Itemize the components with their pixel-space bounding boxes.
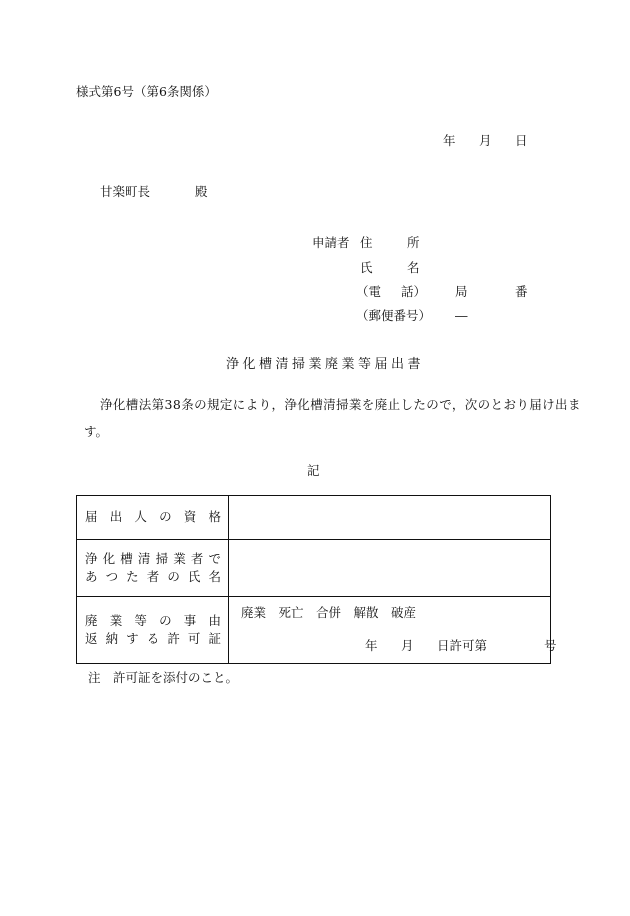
address-label-2: 所	[407, 235, 420, 250]
date-month: 月	[479, 133, 492, 148]
permit-year: 年	[365, 638, 378, 653]
label-char: 等	[134, 613, 147, 628]
label-char: 届	[85, 509, 98, 525]
name-label-2: 名	[407, 260, 420, 275]
permit-day-number-label: 日許可第	[437, 638, 488, 653]
row-label-former-operator	[77, 540, 229, 597]
label-char: 浄	[85, 551, 98, 566]
label-char: 返	[85, 630, 98, 646]
label-char: 出	[109, 509, 123, 525]
label-char: 証	[208, 630, 221, 646]
label-char: 者	[190, 551, 204, 566]
label-char: た	[126, 568, 139, 584]
applicant-label: 申請者	[312, 235, 350, 250]
name-label-1: 氏	[360, 260, 373, 275]
phone-label-1: （電	[356, 284, 382, 299]
date-day: 日	[515, 133, 528, 148]
label-char: 人	[134, 509, 147, 525]
permit-go: 号	[544, 638, 557, 653]
date-year: 年	[443, 133, 456, 148]
label-char: 業	[109, 613, 123, 628]
label-char: 可	[187, 630, 201, 646]
table-row	[77, 540, 551, 597]
permit-month: 月	[401, 638, 414, 653]
document-title: 浄化槽清掃業廃業等届出書	[226, 357, 425, 372]
label-char: す	[126, 630, 139, 646]
body-text-line-1: 浄化槽法第38条の規定により，浄化槽清掃業を廃止したので，次のとおり届け出ま	[100, 397, 581, 412]
label-char: で	[208, 551, 221, 566]
label-char: 者	[146, 568, 160, 584]
label-char: 掃	[155, 551, 169, 566]
form-table	[76, 495, 557, 664]
reason-permit-cell[interactable]	[229, 597, 557, 664]
label-char: 清	[137, 551, 151, 566]
label-char: の	[159, 613, 172, 628]
phone-exchange: 局	[455, 284, 468, 299]
label-char: 資	[183, 509, 197, 525]
label-char: 槽	[120, 551, 133, 566]
addressee-name: 甘楽町長	[100, 184, 151, 199]
label-char: 名	[208, 568, 221, 584]
label-char: 許	[167, 630, 180, 646]
label-char: の	[167, 568, 180, 584]
label-char: 事	[183, 613, 197, 628]
reason-options: 廃業 死亡 合併 解散 破産	[241, 605, 417, 620]
table-row	[77, 496, 551, 540]
phone-label-2: 話）	[401, 284, 427, 299]
label-char: 化	[102, 551, 116, 566]
row-label-reason-and-permit	[77, 597, 229, 664]
addressee-honorific: 殿	[195, 184, 208, 199]
address-label-1: 住	[360, 235, 373, 250]
label-char: 氏	[187, 568, 201, 584]
label-char: つ	[105, 568, 119, 584]
phone-number: 番	[515, 284, 528, 299]
label-char: 業	[173, 551, 186, 566]
label-char: 由	[208, 613, 221, 628]
label-char: る	[146, 630, 160, 646]
label-char: あ	[85, 568, 98, 584]
body-text-line-2: す。	[84, 424, 109, 439]
postal-label: （郵便番号）	[356, 308, 432, 323]
footnote: 注 許可証を添付のこと。	[88, 670, 239, 685]
former-operator-name-cell[interactable]	[229, 540, 551, 597]
table-row	[77, 597, 551, 664]
label-char: の	[159, 509, 172, 525]
postal-dash: ―	[455, 308, 468, 323]
form-number: 様式第6号（第6条関係）	[76, 84, 217, 99]
label-char: 廃	[85, 613, 98, 628]
label-char: 納	[105, 630, 119, 646]
row-label-qualification	[77, 496, 229, 540]
ki-heading: 記	[307, 463, 320, 478]
label-char: 格	[208, 509, 221, 525]
qualification-value-cell[interactable]	[229, 496, 551, 540]
